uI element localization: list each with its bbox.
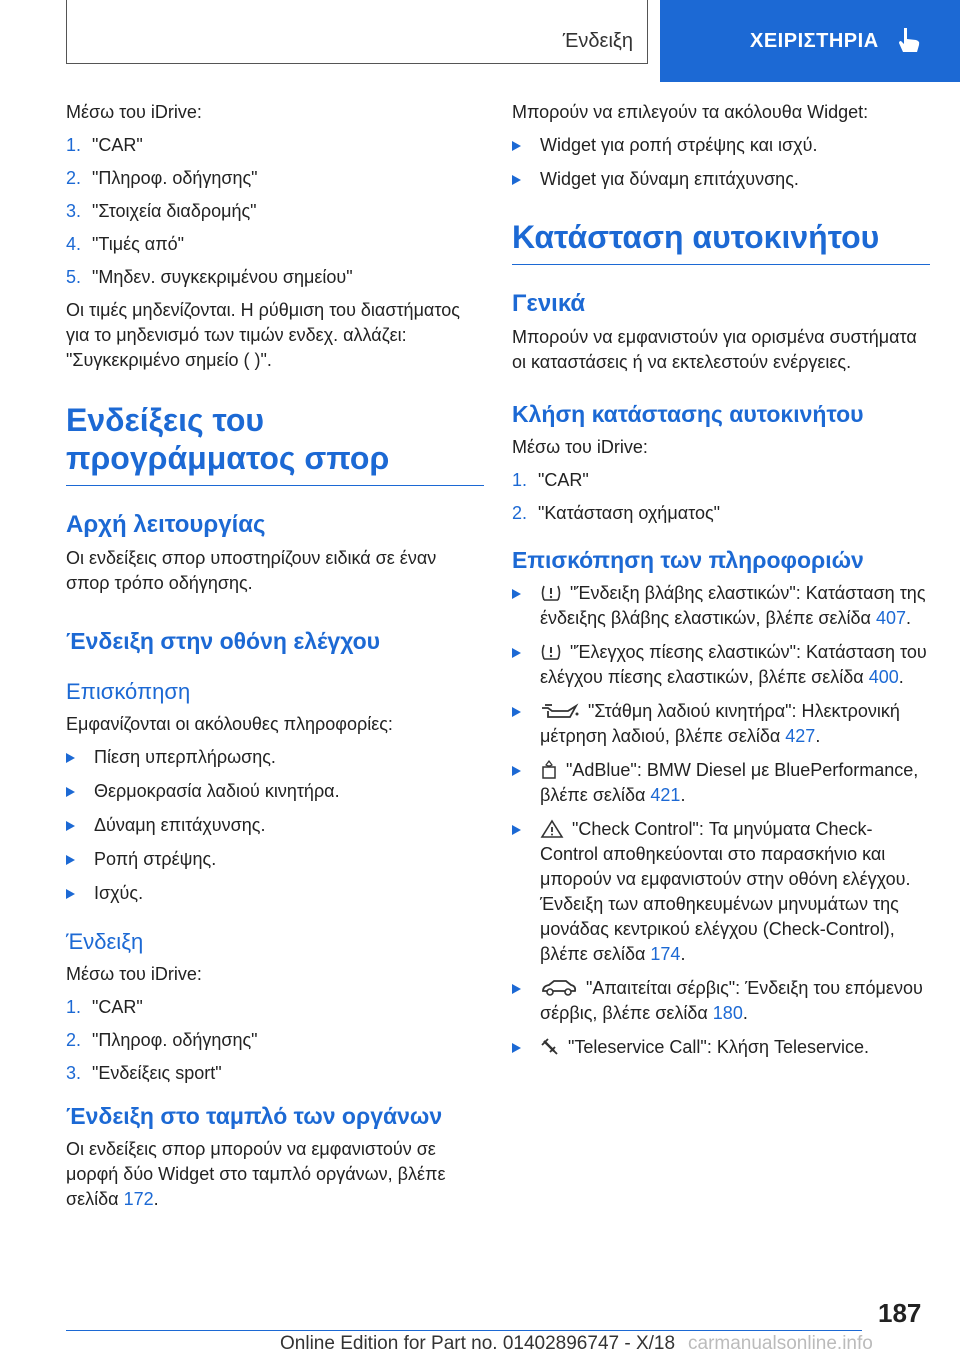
service-car-icon (540, 978, 578, 998)
general-paragraph: Μπορούν να εμφανιστούν για ορισμένα συστήματα οι καταστάσεις ή να εκτελεστούν ενέργειες. (512, 327, 917, 372)
call-intro: Μέσω του iDrive: (512, 437, 648, 457)
page-link[interactable]: 421 (650, 785, 681, 805)
list-item: "Στάθμη λαδιού κινητήρα": Ηλεκτρονική μέτρηση λαδιού, βλέπε σελίδα 427. (512, 699, 930, 749)
step-item: 1. "CAR" (66, 997, 143, 1017)
footer-divider (66, 1330, 862, 1331)
reset-paragraph: Οι τιμές μηδενίζονται. Η ρύθμιση του διαστήματος για το μηδενισμό των τιμών ενδεχ. αλλάζει: "Συγκεκριμένο σημείο ( )". (66, 300, 460, 370)
heading-display: Ένδειξη (66, 929, 144, 954)
step-item: 2. "Πληροφ. οδήγησης" (66, 168, 258, 188)
widgets-intro: Μπορούν να επιλεγούν τα ακόλουθα Widget: (512, 102, 869, 122)
oil-can-icon (540, 701, 580, 721)
section-heading-sport: Ενδείξεις του προγράμματος σπορ (66, 401, 484, 486)
heading-general: Γενικά (512, 290, 586, 317)
step-item: 1. "CAR" (512, 470, 589, 490)
page-link[interactable]: 407 (875, 608, 906, 628)
list-item: Widget για δύναμη επιτάχυνσης. (512, 167, 930, 192)
heading-call-status: Κλήση κατάστασης αυτοκινήτου (512, 401, 864, 427)
heading-control-display: Ένδειξη στην οθόνη ελέγχου (66, 628, 381, 654)
list-item: Θερμοκρασία λαδιού κινητήρα. (66, 779, 484, 804)
right-column (512, 100, 930, 1069)
panel-paragraph: Οι ενδείξεις σπορ μπορούν να εμφανιστούν σε μορφή δύο Widget στο ταμπλό οργάνων, βλέπε σελίδα 172. (66, 1139, 446, 1209)
header-tab (660, 0, 960, 82)
heading-overview: Επισκόπηση (66, 679, 191, 704)
overview-list (66, 745, 484, 906)
left-intro-2: Μέσω του iDrive: (66, 964, 202, 984)
tire-pressure-monitor-icon (540, 642, 562, 662)
adblue-icon (540, 760, 558, 780)
list-item: Δύναμη επιτάχυνσης. (66, 813, 484, 838)
heading-instrument-panel: Ένδειξη στο ταμπλό των οργάνων (66, 1103, 443, 1129)
heading-principle: Αρχή λειτουργίας (66, 511, 266, 538)
page-link[interactable]: 180 (712, 1003, 743, 1023)
hand-icon (896, 26, 922, 54)
heading-info-overview: Επισκόπηση των πληροφοριών (512, 547, 864, 573)
watermark: carmanualsonline.info (688, 1333, 873, 1354)
tire-pressure-warning-icon (540, 583, 562, 603)
wrench-icon (540, 1037, 560, 1057)
page-link[interactable]: 400 (868, 667, 899, 687)
section-heading-vehicle-status: Κατάσταση αυτοκινήτου (512, 218, 930, 265)
steps-list-1 (66, 133, 484, 289)
page-number: 187 (878, 1298, 922, 1328)
list-item: Ισχύς. (66, 881, 484, 906)
step-item: 5. "Μηδεν. συγκεκριμένου σημείου" (66, 267, 353, 287)
list-item: Ροπή στρέψης. (66, 847, 484, 872)
header-box (66, 0, 648, 64)
page-link[interactable]: 427 (785, 726, 816, 746)
step-item: 2. "Πληροφ. οδήγησης" (66, 1030, 258, 1050)
list-item: "Απαιτείται σέρβις": Ένδειξη του επόμενου σέρβις, βλέπε σελίδα 180. (512, 976, 930, 1026)
list-item: Πίεση υπερπλήρωσης. (66, 745, 484, 770)
widgets-list (512, 133, 930, 192)
step-item: 1. "CAR" (66, 135, 143, 155)
steps-list-2 (66, 995, 484, 1085)
step-item: 3. "Ενδείξεις sport" (66, 1063, 222, 1083)
step-item: 3. "Στοιχεία διαδρομής" (66, 201, 257, 221)
list-item: "Check Control": Τα μηνύματα Check-Control αποθηκεύονται στο παρασκήνιο και μπορούν να εμφανιστούν στην οθόνη ελέγχου. Ένδειξη των αποθηκευμένων μηνυμάτων της μονάδας κεντρικού ελέγχου (Check-Control), βλέπε σελίδα 174. (512, 817, 930, 967)
page-link[interactable]: 172 (123, 1189, 154, 1209)
principle-paragraph: Οι ενδείξεις σπορ υποστηρίζουν ειδικά σε έναν σπορ τρόπο οδήγησης. (66, 548, 437, 593)
warning-triangle-icon (540, 819, 564, 839)
left-column (66, 100, 484, 1212)
step-item: 4. "Τιμές από" (66, 234, 185, 254)
steps-list-call (512, 468, 930, 525)
list-item: "Teleservice Call": Κλήση Teleservice. (512, 1035, 930, 1060)
header-tab-label: ΧΕΙΡΙΣΤΗΡΙΑ (750, 30, 879, 52)
list-item: Widget για ροπή στρέψης και ισχύ. (512, 133, 930, 158)
header-title: Ένδειξη (562, 30, 633, 52)
list-item: "Έλεγχος πίεσης ελαστικών": Κατάσταση του ελέγχου πίεσης ελαστικών, βλέπε σελίδα 400. (512, 640, 930, 690)
step-item: 2. "Κατάσταση οχήματος" (512, 503, 721, 523)
list-item: "Ένδειξη βλάβης ελαστικών": Κατάσταση της ένδειξης βλάβης ελαστικών, βλέπε σελίδα 407. (512, 581, 930, 631)
overview-paragraph: Εμφανίζονται οι ακόλουθες πληροφορίες: (66, 714, 393, 734)
info-list (512, 581, 930, 1060)
list-item: "AdBlue": BMW Diesel με BluePerformance, βλέπε σελίδα 421. (512, 758, 930, 808)
footer-edition: Online Edition for Part no. 01402896747 - X/18 (280, 1333, 676, 1354)
page-link[interactable]: 174 (650, 944, 681, 964)
left-intro-1: Μέσω του iDrive: (66, 102, 202, 122)
